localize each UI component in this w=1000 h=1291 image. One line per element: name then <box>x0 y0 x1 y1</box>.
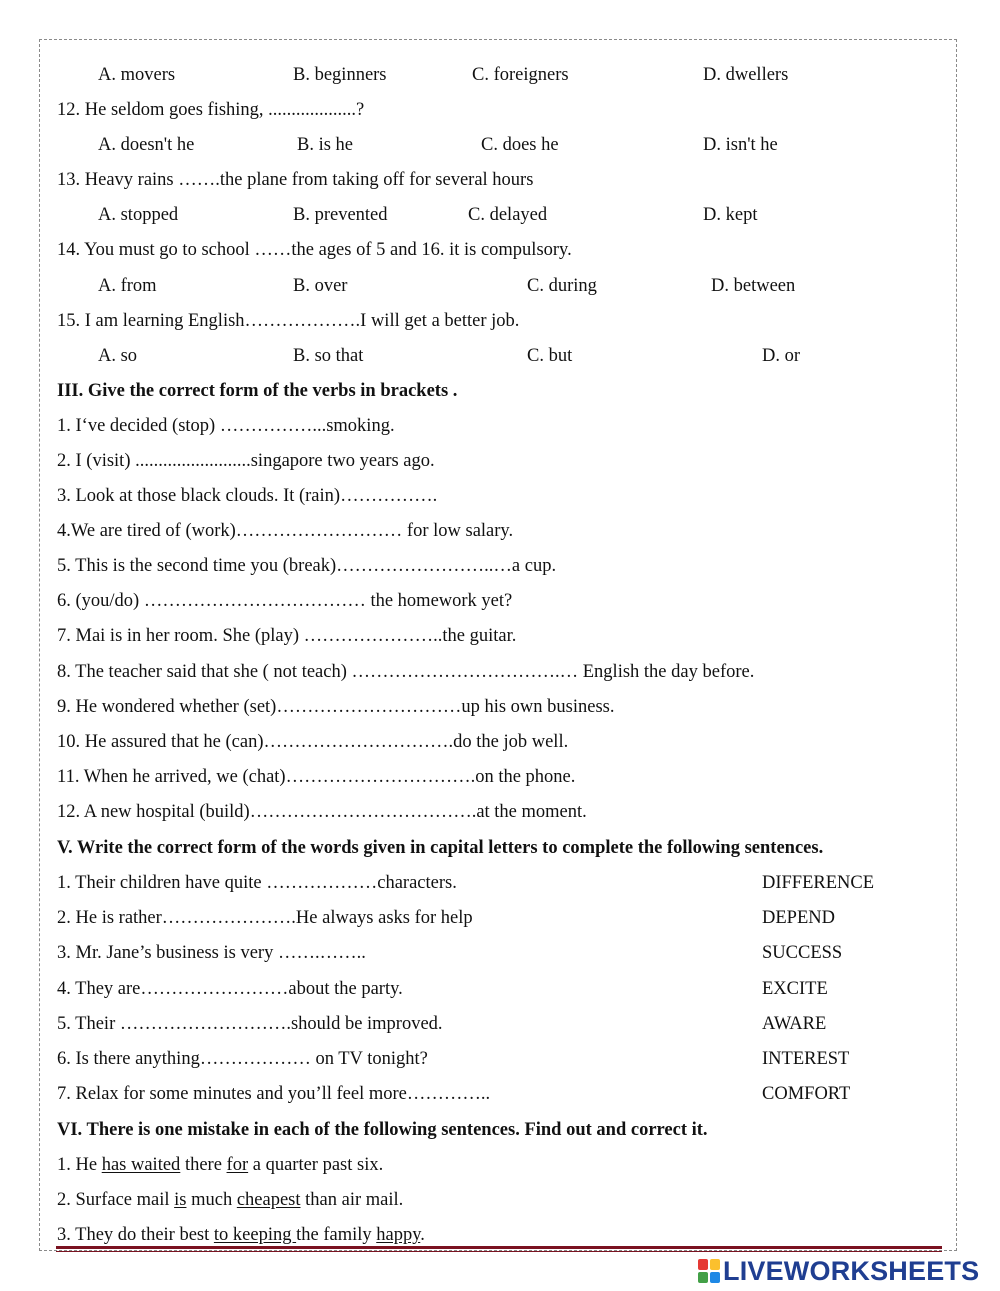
q11-option-b[interactable]: B. beginners <box>293 65 387 85</box>
q13-option-b[interactable]: B. prevented <box>293 205 388 225</box>
verb-item-text[interactable]: 10. He assured that he (can)………………………….do the job well. <box>57 732 569 752</box>
word-form-sentence[interactable]: 7. Relax for some minutes and you’ll feel more………….. <box>57 1084 491 1104</box>
verb-item <box>0 517 1000 545</box>
mistake-item <box>0 1151 1000 1179</box>
verb-item <box>0 763 1000 791</box>
word-form-sentence[interactable]: 1. Their children have quite ………………characters. <box>57 873 457 893</box>
mistake-item <box>0 1186 1000 1214</box>
word-form-sentence[interactable]: 5. Their ……………………….should be improved. <box>57 1014 443 1034</box>
section-6-heading-row <box>0 1116 1000 1144</box>
word-form-capital-word: AWARE <box>762 1014 827 1034</box>
q15-option-c[interactable]: C. but <box>527 346 573 366</box>
q11-options <box>0 61 1000 89</box>
section-3-heading-row <box>0 377 1000 405</box>
verb-item-text[interactable]: 8. The teacher said that she ( not teach) …………………………….… English the day before. <box>57 662 755 682</box>
q11-option-a[interactable]: A. movers <box>98 65 176 85</box>
q13-option-c[interactable]: C. delayed <box>468 205 548 225</box>
verb-item-text[interactable]: 9. He wondered whether (set)…………………………up his own business. <box>57 697 615 717</box>
q15-question <box>0 307 1000 335</box>
q13-text: 13. Heavy rains …….the plane from taking off for several hours <box>57 170 534 190</box>
footer-rule <box>56 1246 942 1249</box>
q14-text: 14. You must go to school ……the ages of 5 and 16. it is compulsory. <box>57 240 572 260</box>
verb-item-text[interactable]: 6. (you/do) ……………………………… the homework yet? <box>57 591 513 611</box>
mistake-text: a quarter past six. <box>248 1155 384 1175</box>
q13-question <box>0 166 1000 194</box>
underlined-part[interactable]: happy <box>376 1225 421 1245</box>
section-6-heading: VI. There is one mistake in each of the following sentences. Find out and correct it. <box>57 1120 708 1140</box>
verb-item <box>0 622 1000 650</box>
q13-option-d[interactable]: D. kept <box>703 205 758 225</box>
footer-rule-thin <box>56 1251 942 1252</box>
q15-text: 15. I am learning English……………….I will get a better job. <box>57 311 520 331</box>
verb-item-text[interactable]: 4.We are tired of (work)……………………… for low salary. <box>57 521 514 541</box>
word-form-sentence[interactable]: 4. They are……………………about the party. <box>57 979 403 999</box>
mistake-sentence <box>57 1186 403 1214</box>
mistake-sentence <box>57 1151 383 1179</box>
q13-options <box>0 201 1000 229</box>
q14-options <box>0 272 1000 300</box>
q14-option-a[interactable]: A. from <box>98 276 157 296</box>
mistake-text: than air mail. <box>300 1190 404 1210</box>
underlined-part[interactable]: is <box>174 1190 187 1210</box>
q14-option-c[interactable]: C. during <box>527 276 597 296</box>
word-form-capital-word: INTEREST <box>762 1049 850 1069</box>
q12-option-b[interactable]: B. is he <box>297 135 354 155</box>
word-form-capital-word: COMFORT <box>762 1084 851 1104</box>
mistake-sentence <box>57 1221 425 1249</box>
underlined-part[interactable]: has waited <box>101 1155 181 1175</box>
underlined-part[interactable]: for <box>226 1155 249 1175</box>
section-3-heading: III. Give the correct form of the verbs in brackets . <box>57 381 458 401</box>
word-form-capital-word: SUCCESS <box>762 943 843 963</box>
word-form-sentence[interactable]: 3. Mr. Jane’s business is very …….…….. <box>57 943 366 963</box>
logo-square-icon <box>698 1272 708 1283</box>
mistake-text: there <box>180 1155 227 1175</box>
q14-option-b[interactable]: B. over <box>293 276 348 296</box>
verb-item <box>0 482 1000 510</box>
verb-item <box>0 447 1000 475</box>
underlined-part[interactable]: cheapest <box>236 1190 301 1210</box>
mistake-text: 3. They do their best <box>57 1225 214 1245</box>
mistake-text: the family <box>296 1225 377 1245</box>
verb-item <box>0 728 1000 756</box>
verb-item <box>0 552 1000 580</box>
liveworksheets-logo <box>698 1256 979 1286</box>
mistake-text: 1. He <box>57 1155 102 1175</box>
logo-square-icon <box>710 1272 720 1283</box>
verb-item-text[interactable]: 12. A new hospital (build)……………………………….at the moment. <box>57 802 587 822</box>
q14-question <box>0 236 1000 264</box>
verb-item <box>0 693 1000 721</box>
q15-option-b[interactable]: B. so that <box>293 346 364 366</box>
word-form-capital-word: DIFFERENCE <box>762 873 875 893</box>
verb-item-text[interactable]: 2. I (visit) .........................singapore two years ago. <box>57 451 435 471</box>
q12-text: 12. He seldom goes fishing, ...................? <box>57 100 365 120</box>
liveworksheets-logo-icon <box>698 1259 720 1283</box>
word-form-sentence[interactable]: 6. Is there anything……………… on TV tonight? <box>57 1049 428 1069</box>
word-form-item <box>0 1080 1000 1108</box>
verb-item-text[interactable]: 5. This is the second time you (break)……………………..…a cup. <box>57 556 557 576</box>
q15-options <box>0 342 1000 370</box>
verb-item-text[interactable]: 7. Mai is in her room. She (play) …………………..the guitar. <box>57 626 517 646</box>
word-form-item <box>0 904 1000 932</box>
mistake-item <box>0 1221 1000 1249</box>
word-form-capital-word: EXCITE <box>762 979 828 999</box>
q11-option-d[interactable]: D. dwellers <box>703 65 789 85</box>
logo-square-icon <box>698 1259 708 1270</box>
verb-item-text[interactable]: 1. I‘ve decided (stop) ……………...smoking. <box>57 416 395 436</box>
q13-option-a[interactable]: A. stopped <box>98 205 179 225</box>
logo-square-icon <box>710 1259 720 1270</box>
q12-option-d[interactable]: D. isn't he <box>703 135 778 155</box>
section-5-heading: V. Write the correct form of the words given in capital letters to complete the following sentences. <box>57 838 824 858</box>
q12-option-c[interactable]: C. does he <box>481 135 559 155</box>
mistake-text: much <box>186 1190 237 1210</box>
q12-question <box>0 96 1000 124</box>
word-form-capital-word: DEPEND <box>762 908 835 928</box>
liveworksheets-brand: LIVEWORKSHEETS <box>723 1255 980 1286</box>
word-form-item <box>0 939 1000 967</box>
underlined-part[interactable]: to keeping <box>213 1225 297 1245</box>
word-form-item <box>0 1045 1000 1073</box>
verb-item <box>0 658 1000 686</box>
q11-option-c[interactable]: C. foreigners <box>472 65 569 85</box>
word-form-item <box>0 975 1000 1003</box>
verb-item-text[interactable]: 11. When he arrived, we (chat)………………………….on the phone. <box>57 767 576 787</box>
word-form-sentence[interactable]: 2. He is rather………………….He always asks for help <box>57 908 473 928</box>
word-form-item <box>0 869 1000 897</box>
mistake-text: 2. Surface mail <box>57 1190 175 1210</box>
q12-options <box>0 131 1000 159</box>
q15-option-a[interactable]: A. so <box>98 346 138 366</box>
q12-option-a[interactable]: A. doesn't he <box>98 135 195 155</box>
mistake-text: . <box>420 1225 425 1245</box>
verb-item <box>0 412 1000 440</box>
q15-option-d[interactable]: D. or <box>762 346 801 366</box>
verb-item <box>0 798 1000 826</box>
q14-option-d[interactable]: D. between <box>711 276 796 296</box>
verb-item-text[interactable]: 3. Look at those black clouds. It (rain)……………. <box>57 486 438 506</box>
word-form-item <box>0 1010 1000 1038</box>
section-5-heading-row <box>0 834 1000 862</box>
verb-item <box>0 587 1000 615</box>
